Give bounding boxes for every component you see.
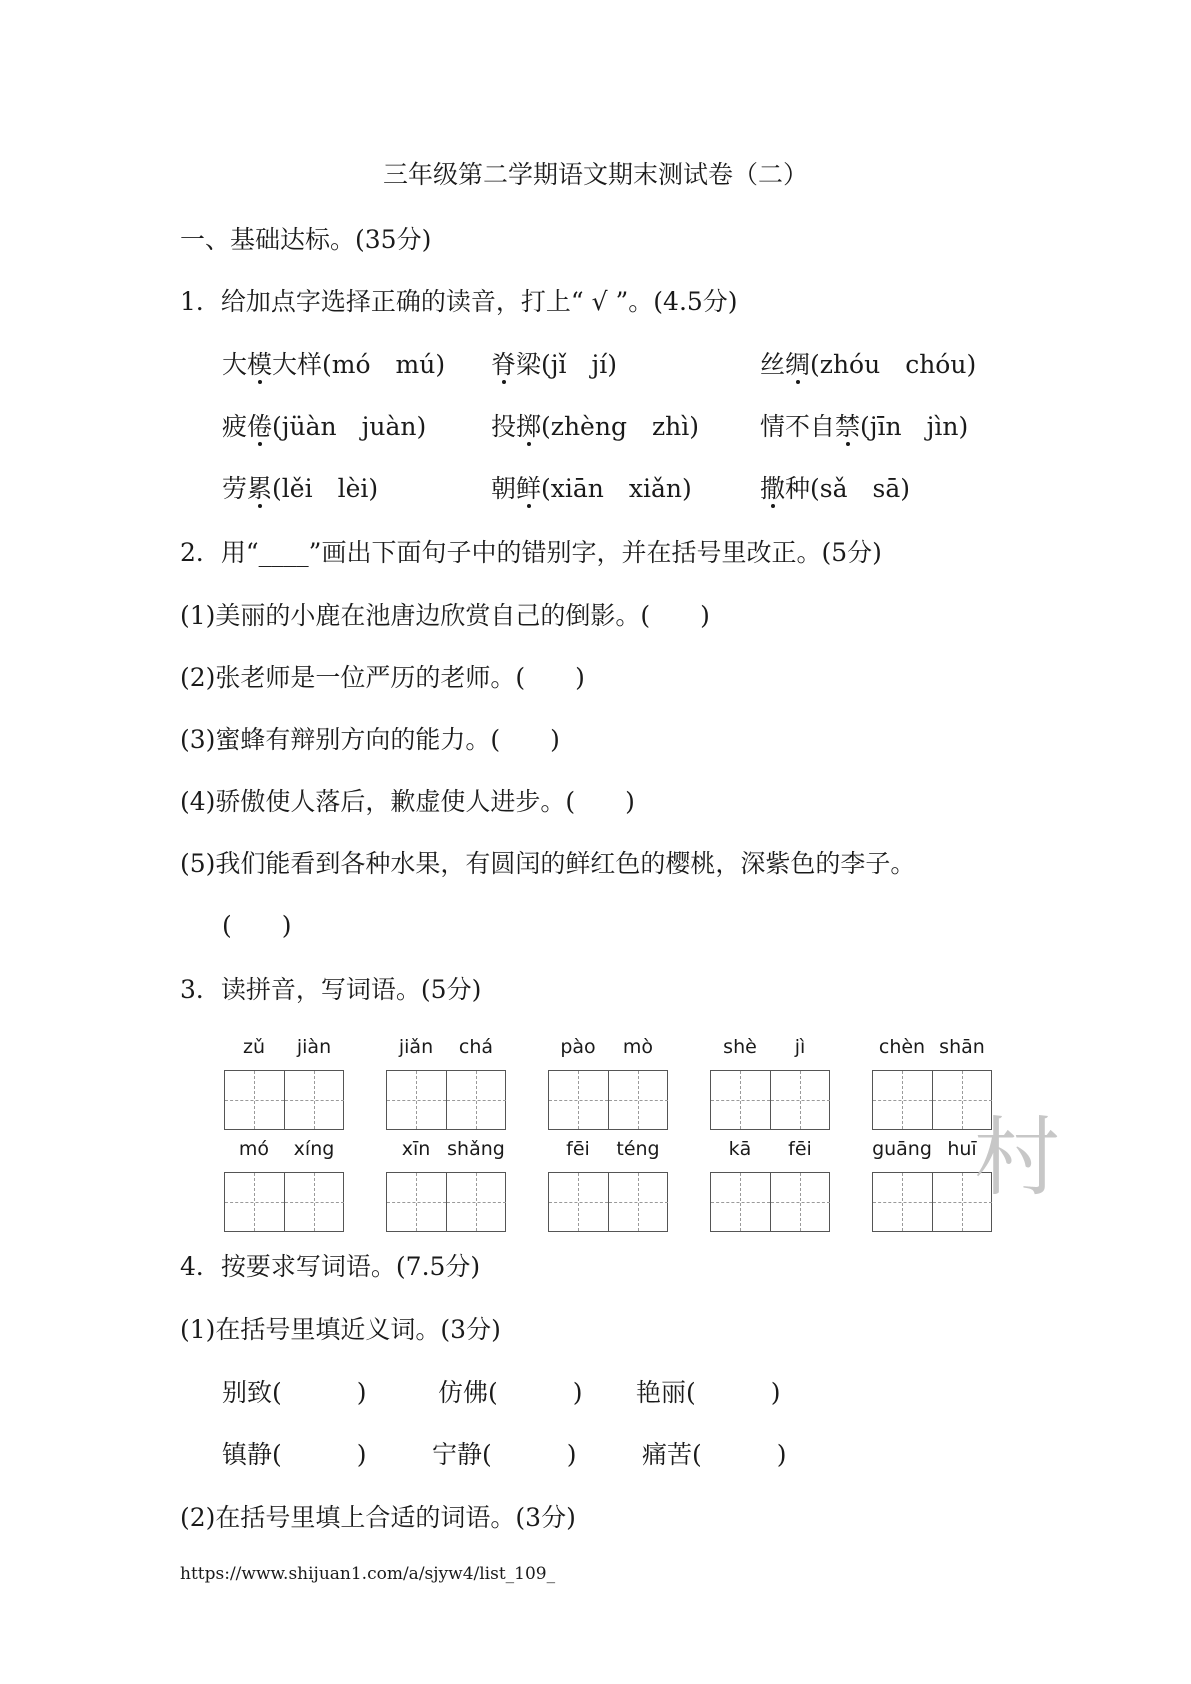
dotted-character: 累 <box>247 474 273 503</box>
q1-prompt: 1．给加点字选择正确的读音，打上“ √ ”。(4.5分) <box>180 287 738 316</box>
pinyin-options: (zhóu chóu) <box>810 350 977 379</box>
writing-cell[interactable] <box>225 1071 284 1129</box>
q2-item: (3)蜜蜂有辩别方向的能力。( ) <box>180 725 560 754</box>
q2-item: (4)骄傲使人落后，歉虚使人进步。( ) <box>180 787 635 816</box>
q2-item: (5)我们能看到各种水果，有圆闰的鲜红色的樱桃，深紫色的李子。 <box>180 849 916 878</box>
pinyin-label: kā <box>728 1138 752 1160</box>
writing-grid <box>548 1070 668 1130</box>
writing-grid <box>386 1172 506 1232</box>
pinyin-label: mó <box>238 1138 270 1160</box>
pinyin-label: shǎng <box>447 1138 505 1160</box>
pinyin-label: xíng <box>293 1138 335 1160</box>
word-prefix: 大 <box>222 350 248 379</box>
pinyin-label: xīn <box>401 1138 431 1160</box>
pinyin-options: 种(sǎ sā) <box>785 474 910 503</box>
q2-item: (1)美丽的小鹿在池唐边欣赏自己的倒影。( ) <box>180 601 710 630</box>
pinyin-choice-item[interactable] <box>222 352 445 377</box>
synonym-item[interactable]: 痛苦( ) <box>642 1440 787 1469</box>
pinyin-label: téng <box>616 1138 660 1160</box>
writing-cell[interactable] <box>387 1173 446 1231</box>
synonym-item[interactable]: 镇静( ) <box>222 1440 367 1469</box>
writing-cell[interactable] <box>387 1071 446 1129</box>
writing-cell[interactable] <box>284 1071 344 1129</box>
pinyin-label: shè <box>723 1036 757 1058</box>
q2-prompt: 2．用“____”画出下面句子中的错别字，并在括号里改正。(5分) <box>180 538 882 567</box>
dotted-character: 掷 <box>516 412 542 441</box>
pinyin-options: (xiān xiǎn) <box>541 474 692 503</box>
writing-cell[interactable] <box>549 1071 608 1129</box>
pinyin-label: fēi <box>566 1138 590 1160</box>
pinyin-label: huī <box>947 1138 977 1160</box>
pinyin-options: 梁(jǐ jí) <box>516 350 618 379</box>
synonym-item[interactable]: 艳丽( ) <box>636 1378 781 1407</box>
q4-prompt: 4．按要求写词语。(7.5分) <box>180 1252 481 1281</box>
writing-cell[interactable] <box>608 1071 668 1129</box>
dotted-character: 鲜 <box>516 474 542 503</box>
word-prefix: 朝 <box>491 474 517 503</box>
watermark-glyph: 村 <box>974 1108 1060 1208</box>
q3-prompt: 3．读拼音，写词语。(5分) <box>180 975 482 1004</box>
writing-cell[interactable] <box>873 1173 932 1231</box>
writing-grid <box>710 1070 830 1130</box>
pinyin-label: pào <box>560 1036 596 1058</box>
q4-sub-prompt: (1)在括号里填近义词。(3分) <box>180 1315 501 1344</box>
synonym-item[interactable]: 宁静( ) <box>432 1440 577 1469</box>
writing-grid <box>710 1172 830 1232</box>
synonym-item[interactable]: 别致( ) <box>222 1378 367 1407</box>
word-prefix: 疲 <box>222 412 248 441</box>
pinyin-choice-item[interactable] <box>222 476 378 501</box>
writing-cell[interactable] <box>770 1173 830 1231</box>
pinyin-choice-item[interactable] <box>222 414 426 439</box>
writing-cell[interactable] <box>873 1071 932 1129</box>
writing-cell[interactable] <box>711 1173 770 1231</box>
pinyin-label: guāng <box>872 1138 932 1160</box>
writing-grid <box>386 1070 506 1130</box>
pinyin-choice-item[interactable] <box>760 352 976 377</box>
word-prefix: 丝 <box>760 350 786 379</box>
dotted-character: 绸 <box>785 350 811 379</box>
dotted-character: 倦 <box>247 412 273 441</box>
dotted-character: 脊 <box>491 350 517 379</box>
writing-cell[interactable] <box>446 1071 506 1129</box>
writing-cell[interactable] <box>446 1173 506 1231</box>
dotted-character: 禁 <box>835 412 861 441</box>
pinyin-choice-item[interactable] <box>491 352 617 377</box>
pinyin-choice-item[interactable] <box>760 414 968 439</box>
word-prefix: 劳 <box>222 474 248 503</box>
source-url[interactable]: https://www.shijuan1.com/a/sjyw4/list_109_ <box>180 1564 556 1584</box>
pinyin-options: (zhèng zhì) <box>541 412 699 441</box>
pinyin-label: shān <box>939 1036 985 1058</box>
page-title: 三年级第二学期语文期末测试卷（二） <box>382 160 808 189</box>
word-prefix: 投 <box>491 412 517 441</box>
pinyin-choice-item[interactable] <box>491 414 699 439</box>
pinyin-options: (jīn jìn) <box>860 412 969 441</box>
section-heading: 一、基础达标。(35分) <box>180 225 432 254</box>
pinyin-label: jiǎn <box>398 1036 434 1058</box>
pinyin-options: (lěi lèi) <box>272 474 379 503</box>
pinyin-label: mò <box>622 1036 654 1058</box>
writing-cell[interactable] <box>549 1173 608 1231</box>
answer-blank[interactable]: ( ) <box>222 911 292 940</box>
writing-grid <box>224 1172 344 1232</box>
writing-cell[interactable] <box>284 1173 344 1231</box>
pinyin-label: chá <box>458 1036 494 1058</box>
pinyin-options: (jüàn juàn) <box>272 412 427 441</box>
pinyin-options: 大样(mó mú) <box>272 350 446 379</box>
pinyin-label: chèn <box>878 1036 926 1058</box>
pinyin-label: jì <box>794 1036 806 1058</box>
q4-sub-prompt: (2)在括号里填上合适的词语。(3分) <box>180 1503 576 1532</box>
writing-cell[interactable] <box>608 1173 668 1231</box>
pinyin-choice-item[interactable] <box>760 476 910 501</box>
writing-grid <box>224 1070 344 1130</box>
pinyin-label: fēi <box>788 1138 812 1160</box>
dotted-character: 模 <box>247 350 273 379</box>
pinyin-choice-item[interactable] <box>491 476 692 501</box>
writing-cell[interactable] <box>770 1071 830 1129</box>
word-prefix: 情不自 <box>760 412 836 441</box>
q2-item: (2)张老师是一位严历的老师。( ) <box>180 663 585 692</box>
pinyin-label: zǔ <box>242 1036 265 1058</box>
dotted-character: 撒 <box>760 474 786 503</box>
pinyin-label: jiàn <box>296 1036 332 1058</box>
writing-cell[interactable] <box>225 1173 284 1231</box>
synonym-item[interactable]: 仿佛( ) <box>438 1378 583 1407</box>
writing-cell[interactable] <box>711 1071 770 1129</box>
writing-grid <box>548 1172 668 1232</box>
